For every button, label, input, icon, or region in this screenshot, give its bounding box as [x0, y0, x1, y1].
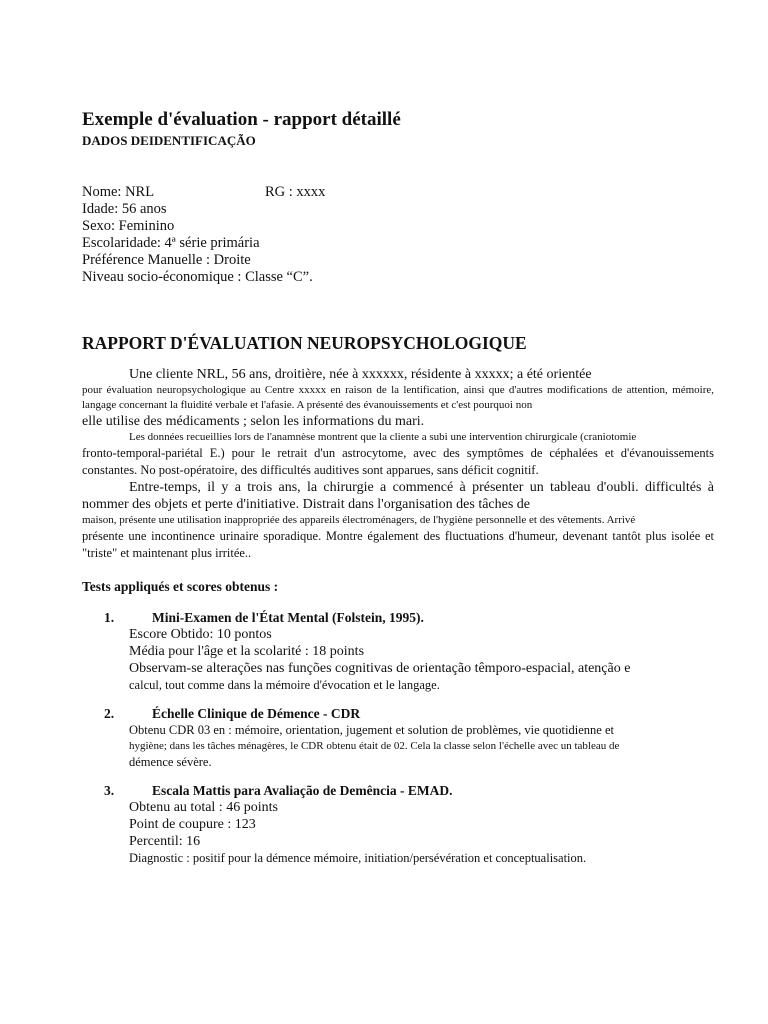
test-line: Diagnostic : positif pour la démence mémoire, initiation/persévération et conceptualisation.: [129, 851, 587, 865]
test-name: Mini-Examen de l'État Mental (Folstein, 1995).: [152, 610, 424, 625]
report-p2-mid: fronto-temporal-pariétal E.) pour le retrait d'un astrocytome, avec des symptômes de céphalées et d'évanouissements constantes. No post-opératoire, des difficultés auditives sont apparues, sans déficit cognitif.: [82, 446, 714, 477]
test-line: Obtenu au total : 46 points: [129, 800, 278, 815]
document-subtitle: DADOS DEIDENTIFICAÇÃO: [82, 133, 256, 148]
ident-rg: RG : xxxx: [265, 184, 326, 200]
test-line: Point de coupure : 123: [129, 817, 256, 832]
ident-idade: Idade: 56 anos: [82, 201, 167, 217]
test-line: Obtenu CDR 03 en : mémoire, orientation, jugement et solution de problèmes, vie quotidienne et: [129, 723, 614, 737]
report-body: [82, 366, 714, 562]
report-p3-big: Entre-temps, il y a trois ans, la chirurgie a commencé à présenter un tableau d'oubli. difficultés à nommer des objets et perte d'initiative. Distrait dans l'organisation des tâches de: [82, 480, 714, 512]
test-item-1: [104, 610, 714, 694]
ident-niveau: Niveau socio-économique : Classe “C”.: [82, 269, 313, 285]
test-line: calcul, tout comme dans la mémoire d'évocation et le langage.: [129, 678, 440, 692]
document-page: [82, 108, 714, 867]
ident-row-name: [82, 184, 714, 201]
report-p3-mid: présente une incontinence urinaire sporadique. Montre également des fluctuations d'humeur, devenant tantôt plus isolée et "triste" et maintenant plus irritée..: [82, 529, 714, 560]
test-line: Percentil: 16: [129, 834, 201, 849]
test-name: Échelle Clinique de Démence - CDR: [152, 706, 361, 721]
test-item-2: [104, 706, 714, 771]
ident-escolaridade: Escolaridade: 4ª série primária: [82, 235, 260, 251]
report-p1-small: pour évaluation neuropsychologique au Centre xxxxx en raison de la lentification, ainsi que d'autres modifications de attention, mémoire, langage concernant la fluidité verbale et l'afasie. A présenté des évanouissements et c'est pourquoi non: [82, 384, 714, 411]
document-title: Exemple d'évaluation - rapport détaillé: [82, 109, 401, 130]
test-line: Escore Obtido: 10 pontos: [129, 627, 272, 642]
test-number: 3.: [104, 783, 115, 798]
ident-sexo: Sexo: Feminino: [82, 218, 175, 234]
report-p1-end: elle utilise des médicaments ; selon les informations du mari.: [82, 414, 425, 429]
report-p2-small: Les données recueillies lors de l'anamnèse montrent que la cliente a subi une intervention chirurgicale (craniotomie: [129, 431, 637, 443]
ident-nome: Nome: NRL: [82, 184, 155, 200]
test-line: hygiène; dans les tâches ménagères, le CDR obtenu était de 02. Cela la classe selon l'échelle avec un tableau de: [129, 740, 620, 752]
test-item-3: [104, 783, 714, 867]
ident-preference: Préférence Manuelle : Droite: [82, 252, 251, 268]
test-number: 2.: [104, 706, 115, 721]
tests-title: Tests appliqués et scores obtenus :: [82, 579, 279, 594]
report-p1-big: Une cliente NRL, 56 ans, droitière, née à xxxxxx, résidente à xxxxx; a été orientée: [129, 367, 592, 382]
test-name: Escala Mattis para Avaliação de Demência - EMAD.: [152, 783, 453, 798]
report-p3-small: maison, présente une utilisation inappropriée des appareils électroménagers, de l'hygiène personnelle et des vêtements. Arrivé: [82, 514, 636, 526]
report-title: RAPPORT D'ÉVALUATION NEUROPSYCHOLOGIQUE: [82, 333, 527, 353]
test-line: Média pour l'âge et la scolarité : 18 points: [129, 644, 365, 659]
test-line: démence sévère.: [129, 755, 212, 769]
test-number: 1.: [104, 610, 115, 625]
test-line: Observam-se alterações nas funções cognitivas de orientação têmporo-espacial, atenção e: [129, 661, 631, 676]
identification-block: [82, 184, 714, 286]
